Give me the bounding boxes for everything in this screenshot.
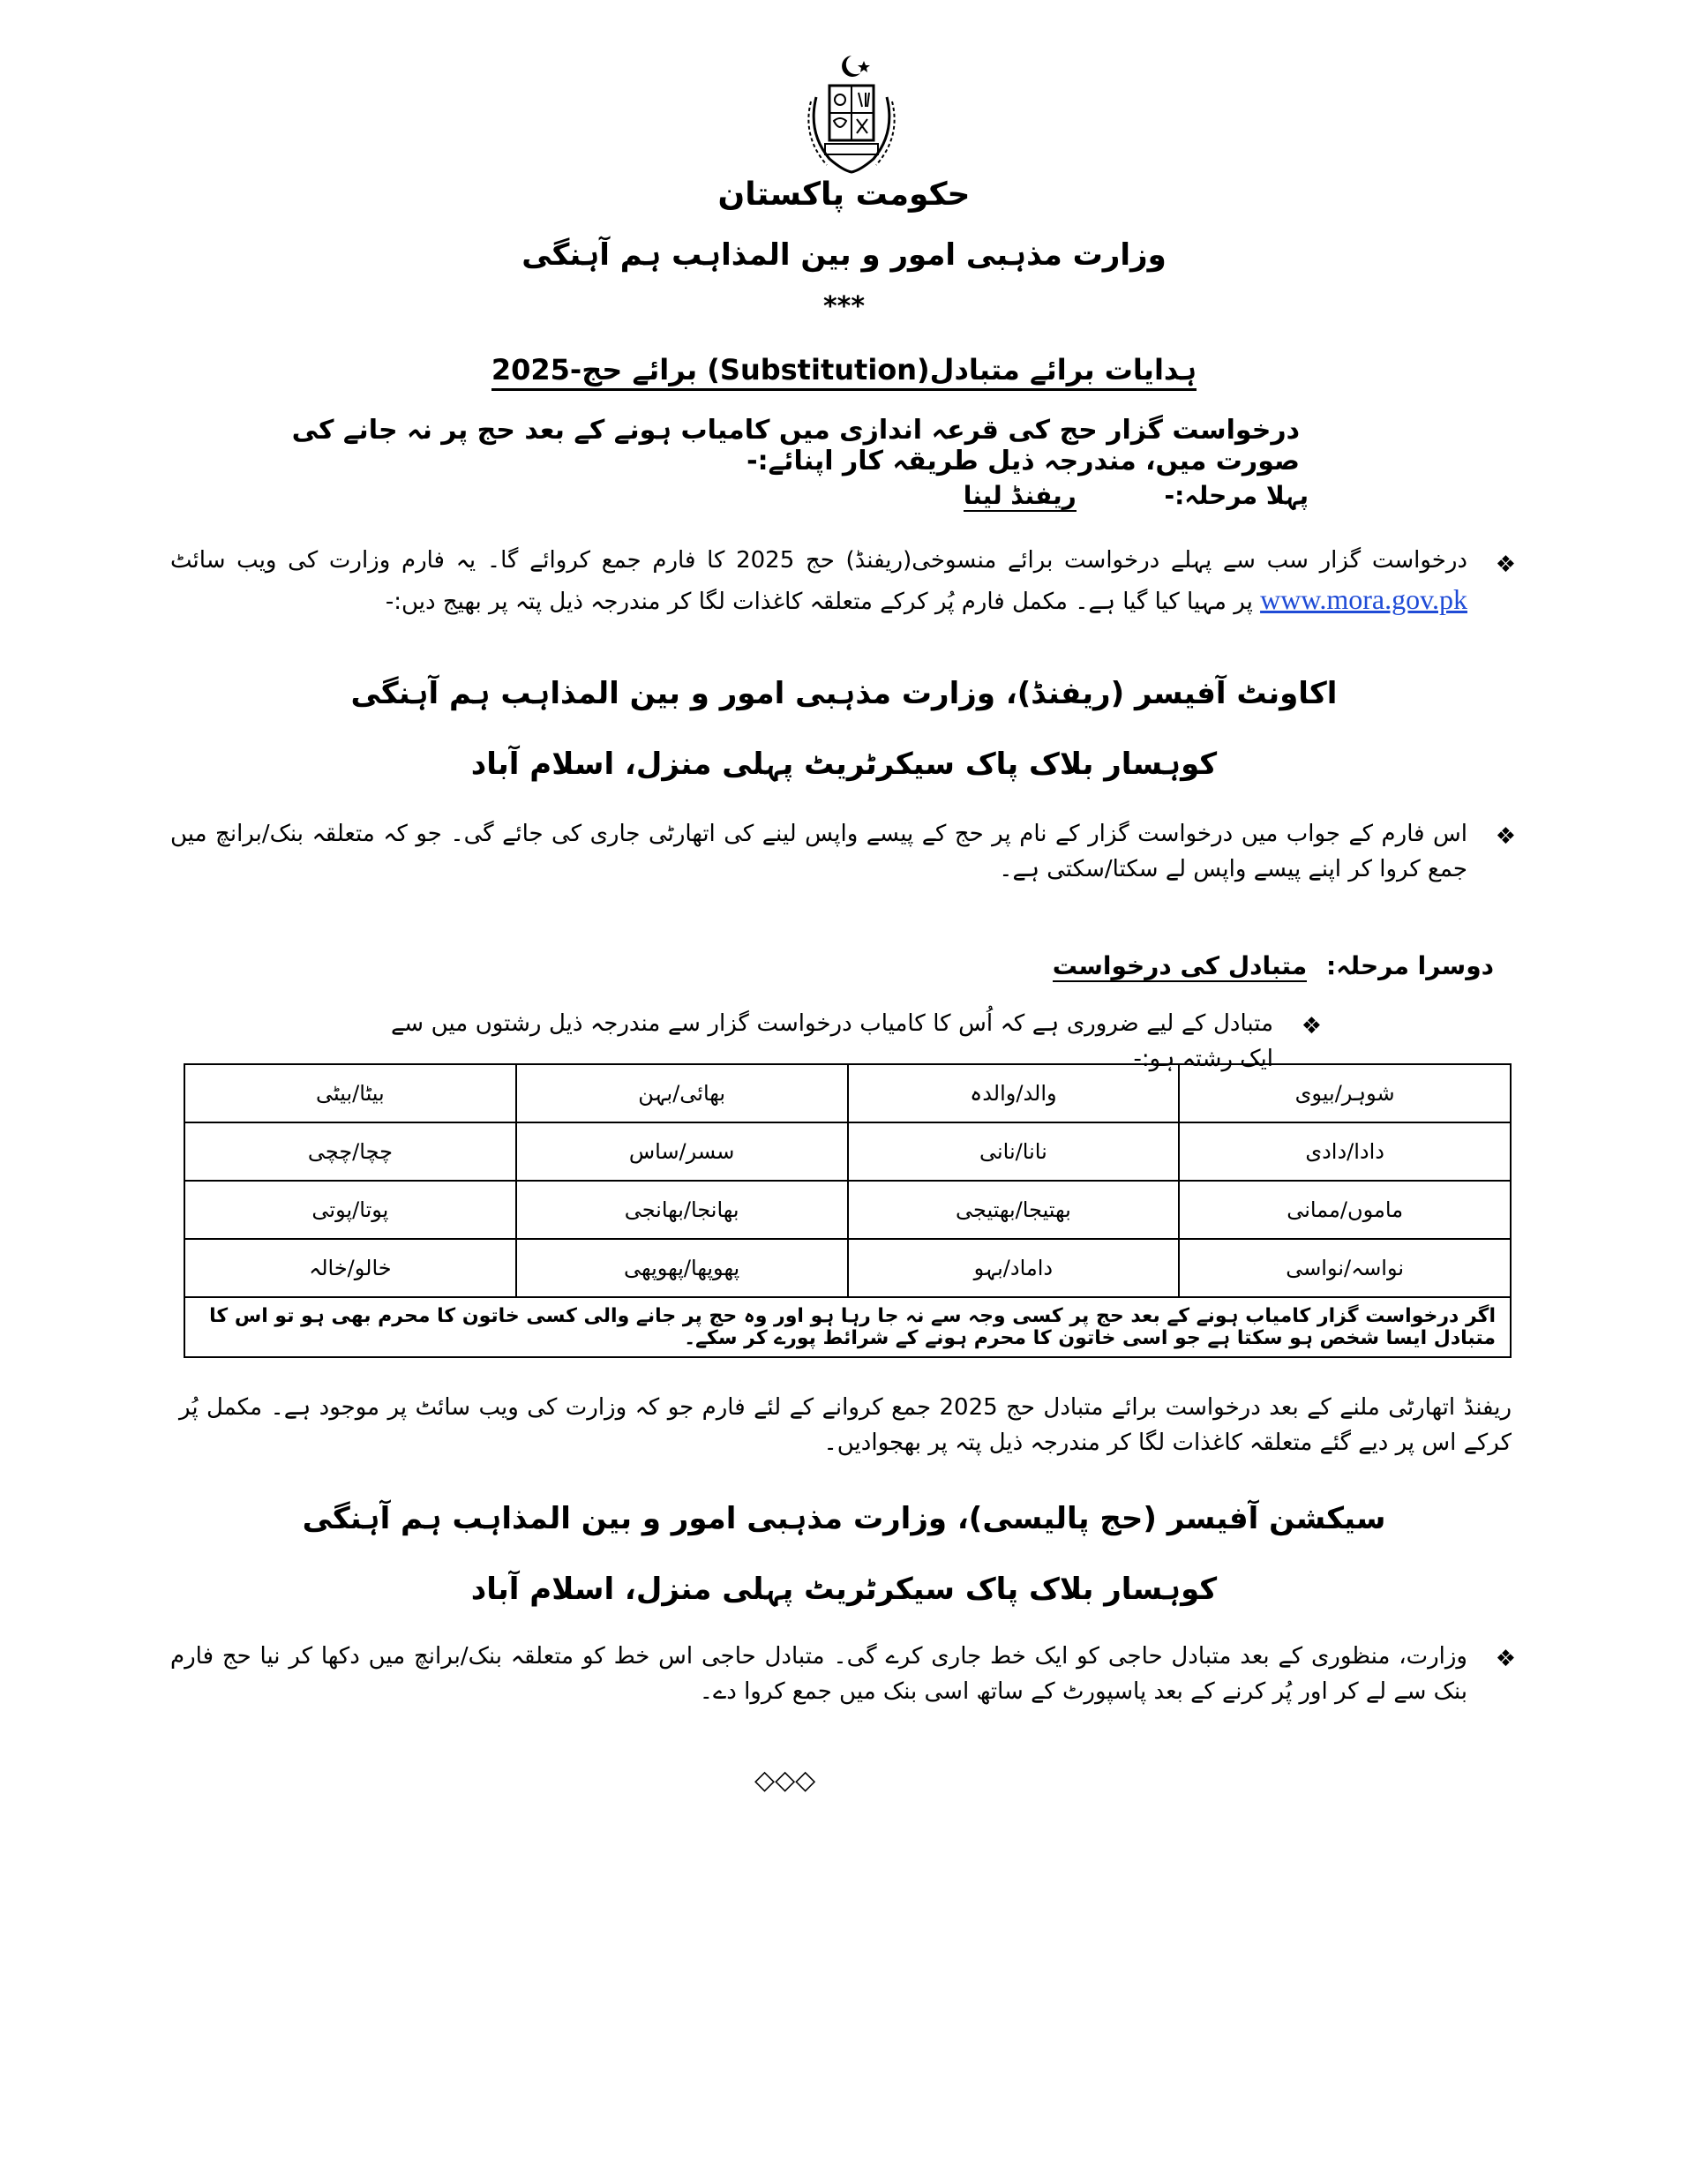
stage1-bullet1	[170, 543, 1467, 622]
intro-text: درخواست گزار حج کی قرعہ اندازی میں کامیاب ہونے کے بعد حج پر نہ جانے کی صورت میں، مندرجہ ذیل طریقہ کار اپنائے:-	[291, 415, 1300, 477]
table-cell: شوہر/بیوی	[1179, 1064, 1511, 1122]
table-cell: خالو/خالہ	[184, 1239, 516, 1297]
table-cell: نانا/نانی	[848, 1122, 1180, 1181]
table-row	[184, 1064, 1511, 1122]
table-cell: چچا/چچی	[184, 1122, 516, 1181]
ministry-heading: وزارت مذہبی امور و بین المذاہب ہم آہنگی	[521, 237, 1167, 273]
table-row	[184, 1239, 1511, 1297]
stage2-heading	[1053, 951, 1494, 980]
stage1-heading	[964, 481, 1309, 510]
stage2-label: دوسرا مرحلہ:	[1325, 951, 1494, 980]
table-row	[184, 1122, 1511, 1181]
state-emblem-icon	[790, 49, 913, 181]
final-bullet: وزارت، منظوری کے بعد متبادل حاجی کو ایک خط جاری کرے گی۔ متبادل حاجی اس خط کو متعلقہ بنک/برانچ میں دکھا کر نیا حج فارم بنک سے لے کر اور پُر کرنے کے بعد پاسپورٹ کے ساتھ اسی بنک میں جمع کروا دے۔	[170, 1643, 1467, 1706]
divider-symbol: ◇◇◇	[754, 1765, 816, 1796]
refund-address-line1: اکاونٹ آفیسر (ریفنڈ)، وزارت مذہبی امور و بین المذاہب ہم آہنگی	[350, 676, 1338, 711]
table-cell: والد/والدہ	[848, 1064, 1180, 1122]
stage2-title: متبادل کی درخواست	[1052, 951, 1308, 980]
table-cell: بھائی/بہن	[516, 1064, 848, 1122]
bullet-icon: ❖	[1301, 1013, 1322, 1039]
stage1-bullet1-text: درخواست گزار سب سے پہلے درخواست برائے منسوخی(ریفنڈ) حج 2025 کا فارم جمع کروائے گا۔ یہ فارم وزارت کی ویب سائٹ	[170, 547, 1467, 574]
document-title-text: ہدایات برائے متبادل(Substitution) برائے حج-2025	[491, 353, 1197, 391]
table-cell: نواسہ/نواسی	[1179, 1239, 1511, 1297]
document-title	[0, 353, 1688, 387]
mahram-note: اگر درخواست گزار کامیاب ہونے کے بعد حج پر کسی وجہ سے نہ جا رہا ہو اور وہ حج پر جانے والی کسی خاتون کا محرم بھی ہو تو اس کا متبادل ایسا شخص ہو سکتا ہے جو اسی خاتون کا محرم ہونے کے شرائط پورے کر سکے۔	[184, 1297, 1511, 1357]
stage2-bullet: متبادل کے لیے ضروری ہے کہ اُس کا کامیاب درخواست گزار سے مندرجہ ذیل رشتوں میں سے ایک رشتہ ہو:-	[391, 1010, 1273, 1073]
policy-address-line1: سیکشن آفیسر (حج پالیسی)، وزارت مذہبی امور و بین المذاہب ہم آہنگی	[302, 1501, 1386, 1536]
bullet-icon: ❖	[1495, 823, 1516, 850]
table-cell: دادا/دادی	[1179, 1122, 1511, 1181]
table-row	[184, 1181, 1511, 1239]
substitution-paragraph: ریفنڈ اتھارٹی ملنے کے بعد درخواست برائے متبادل حج 2025 جمع کروانے کے لئے فارم جو کہ وزارت کی ویب سائٹ پر موجود ہے۔ مکمل پُر کرکے اس پر دیے گئے متعلقہ کاغذات لگا کر مندرجہ ذیل پتہ پر بھجوادیں۔	[179, 1394, 1512, 1457]
bullet-icon: ❖	[1495, 552, 1516, 578]
ministry-website-link[interactable]: www.mora.gov.pk	[1260, 583, 1467, 616]
table-cell: پھوپھا/پھوپھی	[516, 1239, 848, 1297]
table-cell: ماموں/ممانی	[1179, 1181, 1511, 1239]
government-heading: حکومت پاکستان	[717, 176, 971, 213]
separator-stars: ***	[822, 291, 866, 322]
stage1-bullet1-cont: پر مہیا کیا گیا ہے۔ مکمل فارم پُر کرکے متعلقہ کاغذات لگا کر مندرجہ ذیل پتہ پر بھیج دیں:-	[385, 589, 1253, 616]
table-cell: بھتیجا/بھتیجی	[848, 1181, 1180, 1239]
table-cell: بیٹا/بیٹی	[184, 1064, 516, 1122]
stage1-bullet2: اس فارم کے جواب میں درخواست گزار کے نام پر حج کے پیسے واپس لینے کی اتھارٹی جاری کی جائے گی۔ جو کہ متعلقہ بنک/برانچ میں جمع کروا کر اپنے پیسے واپس لے سکتا/سکتی ہے۔	[170, 821, 1467, 883]
refund-address-line2: کوہسار بلاک پاک سیکرٹریٹ پہلی منزل، اسلام آباد	[470, 747, 1218, 782]
stage1-title: ریفنڈ لینا	[963, 481, 1077, 510]
table-cell: پوتا/پوتی	[184, 1181, 516, 1239]
table-cell: داماد/بہو	[848, 1239, 1180, 1297]
table-cell: سسر/ساس	[516, 1122, 848, 1181]
table-note-row	[184, 1297, 1511, 1357]
bullet-icon: ❖	[1495, 1646, 1516, 1672]
policy-address-line2: کوہسار بلاک پاک سیکرٹریٹ پہلی منزل، اسلام آباد	[470, 1572, 1218, 1607]
relations-table	[184, 1063, 1512, 1358]
end-divider	[754, 1765, 815, 1796]
stage1-label: پہلا مرحلہ:-	[1164, 481, 1309, 510]
table-cell: بھانجا/بھانجی	[516, 1181, 848, 1239]
